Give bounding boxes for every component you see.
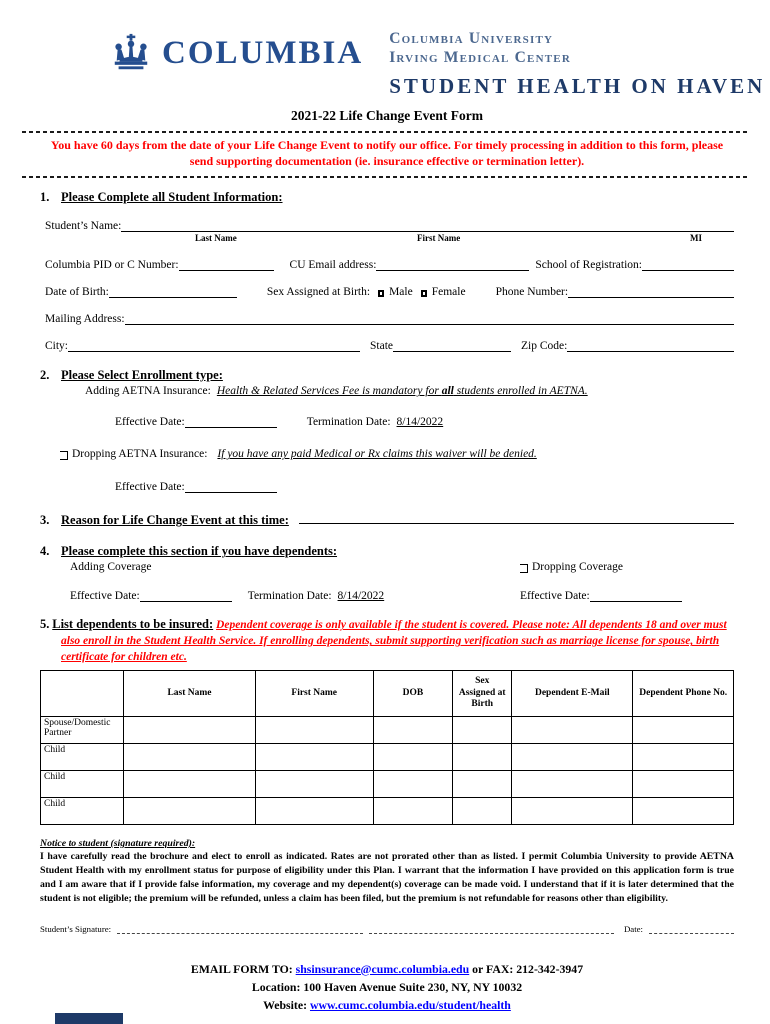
section3-title: Reason for Life Change Event at this time:: [61, 513, 289, 528]
section4-heading: [40, 544, 734, 559]
dob-sex-phone-row: [45, 285, 734, 298]
adding-coverage-label: Adding Coverage: [70, 561, 152, 574]
section3-heading: [40, 511, 734, 528]
reason-input[interactable]: [299, 511, 734, 524]
dependents-coverage-options: [40, 561, 734, 573]
pid-email-school-row: [45, 258, 734, 271]
male-checkbox[interactable]: [378, 290, 384, 297]
footer-email-line: [40, 960, 734, 978]
zip-label: Zip Code:: [521, 340, 568, 353]
dependents-table-header-row: [41, 670, 734, 716]
mailing-address-row: [45, 312, 734, 325]
table-cell[interactable]: [255, 743, 373, 770]
dropping-coverage-dates: [520, 589, 682, 602]
section5-number: 5.: [40, 617, 50, 632]
termination-date-value: 8/14/2022: [396, 416, 444, 429]
student-name-row: [45, 219, 734, 232]
table-cell[interactable]: [633, 797, 734, 824]
section5-title: List dependents to be insured:: [52, 617, 214, 632]
footer: [40, 960, 734, 1015]
termination-date-label: Termination Date:: [306, 416, 391, 429]
phone-label: Phone Number:: [495, 286, 569, 299]
effective-date-label: Effective Date:: [115, 416, 185, 429]
cu-email-label: CU Email address:: [289, 259, 377, 272]
state-label: State: [370, 340, 394, 353]
email-link[interactable]: shsinsurance@cumc.columbia.edu: [295, 961, 470, 976]
table-cell[interactable]: [633, 770, 734, 797]
cuimc-line2: Irving Medical Center: [389, 49, 571, 67]
footer-location-line: Location: 100 Haven Avenue Suite 230, NY, NY 10032: [251, 979, 523, 994]
s4-termination-value: 8/14/2022: [337, 590, 385, 603]
col-blank: [41, 670, 124, 716]
adding-aetna-row: [85, 385, 734, 397]
adding-note-pre: Health & Related Services Fee is mandatory for: [216, 385, 442, 398]
header-right: [389, 26, 765, 99]
signature-input[interactable]: [117, 924, 362, 934]
adding-note-post: students enrolled in AETNA.: [453, 385, 588, 398]
col-last-name: Last Name: [124, 670, 256, 716]
col-sex-assigned: Sex Assigned at Birth: [453, 670, 512, 716]
adding-coverage-dates: [70, 589, 520, 602]
state-input[interactable]: [393, 339, 511, 352]
notice-heading: Notice to student (signature required):: [40, 837, 196, 849]
table-cell[interactable]: [124, 743, 256, 770]
table-cell[interactable]: [373, 770, 453, 797]
last-name-label: Last Name: [195, 233, 237, 244]
s4-adding-effective-input[interactable]: [140, 589, 232, 602]
col-dob: DOB: [373, 670, 453, 716]
s4-effective2-label: Effective Date:: [520, 590, 590, 603]
header: [110, 26, 766, 99]
adding-aetna-label: Adding AETNA Insurance:: [85, 385, 211, 398]
footer-website-line: [40, 996, 734, 1014]
email-form-to-label: EMAIL FORM TO:: [190, 961, 293, 976]
row-label-child: Child: [41, 797, 124, 824]
s4-dropping-effective-input[interactable]: [590, 589, 682, 602]
columbia-logo: [110, 26, 363, 73]
row-label-spouse: Spouse/Domestic Partner: [41, 716, 124, 743]
table-row-child-1: [41, 743, 734, 770]
mailing-address-input[interactable]: [125, 312, 734, 325]
dropping-coverage-option: [520, 561, 623, 573]
school-label: School of Registration:: [535, 259, 642, 272]
dependents-coverage-dates: [40, 589, 734, 602]
section2-title: Please Select Enrollment type:: [61, 368, 223, 383]
name-sublabels: [45, 232, 734, 245]
section1-heading: [40, 190, 734, 205]
city-state-zip-row: [45, 339, 734, 352]
table-cell[interactable]: [124, 797, 256, 824]
pid-label: Columbia PID or C Number:: [45, 259, 179, 272]
table-cell[interactable]: [512, 743, 633, 770]
effective-date2-label: Effective Date:: [115, 481, 185, 494]
student-health-on-haven: STUDENT HEALTH ON HAVEN: [389, 73, 766, 98]
cu-email-input[interactable]: [376, 258, 529, 271]
section2-heading: [40, 368, 734, 383]
dropping-date-row: [115, 480, 734, 493]
cuimc-lockup: [389, 26, 765, 68]
notice-to-student: [40, 838, 734, 906]
table-cell[interactable]: [633, 716, 734, 743]
pid-input[interactable]: [179, 258, 274, 271]
columbia-wordmark: COLUMBIA: [162, 34, 364, 71]
col-first-name: First Name: [255, 670, 373, 716]
table-cell[interactable]: [512, 797, 633, 824]
dashed-separator: [22, 131, 748, 133]
row-label-child: Child: [41, 743, 124, 770]
col-dependent-phone: Dependent Phone No.: [633, 670, 734, 716]
female-label: Female: [431, 286, 466, 299]
section2-number: 2.: [40, 368, 50, 383]
section3-number: 3.: [40, 513, 50, 528]
s4-effective-label: Effective Date:: [70, 590, 140, 603]
adding-coverage-option: [70, 561, 520, 573]
table-cell[interactable]: [255, 797, 373, 824]
row-label-child: Child: [41, 770, 124, 797]
male-label: Male: [389, 286, 413, 299]
table-cell[interactable]: [453, 743, 512, 770]
section4-number: 4.: [40, 544, 50, 559]
phone-input[interactable]: [568, 285, 734, 298]
dropping-aetna-row: [60, 448, 734, 460]
first-name-label: First Name: [417, 233, 461, 244]
form-title: 2021-22 Life Change Event Form: [291, 107, 483, 123]
table-cell[interactable]: [124, 770, 256, 797]
date-label: Date:: [623, 923, 644, 934]
mailing-address-label: Mailing Address:: [45, 313, 125, 326]
table-cell[interactable]: [255, 716, 373, 743]
signature-row: [40, 924, 734, 934]
student-name-label: Student’s Name:: [45, 220, 122, 233]
city-label: City:: [45, 340, 69, 353]
table-row-spouse: [41, 716, 734, 743]
sex-assigned-label: Sex Assigned at Birth:: [266, 286, 371, 299]
dropping-coverage-checkbox[interactable]: [520, 564, 528, 573]
table-cell[interactable]: [373, 743, 453, 770]
signature-input-continued[interactable]: [369, 924, 614, 934]
table-cell[interactable]: [453, 716, 512, 743]
dependents-table: [40, 670, 734, 825]
dob-input[interactable]: [109, 285, 237, 298]
city-input[interactable]: [68, 339, 360, 352]
dependents-warning: Dependent coverage is only available if the student is covered. Please note: All dependents 18 and over must also enroll in the Student Health Service. If enrolling dependents, submit supporting verification such as marriage license for spouse, birth certificate for children etc.: [61, 619, 727, 664]
section1-title: Please Complete all Student Information:: [61, 190, 283, 205]
notice-body: I have carefully read the brochure and elect to enroll as indicated. Rates are not prorated other than as listed. I permit Columbia University to provide AETNA Student Health with my enrollment status for purpose of eligibility under this Plan. I warrant that the information I have provided on this application form is true and I am aware that if I provide false information, my coverage and my dependent(s) coverage can be made void. I understand that if it is later determined that the student is not eligible; the premium will be refunded, unless a claim has been filed, but the premium is not refundable for reasons other than eligibility.: [40, 850, 734, 904]
website-label: Website:: [263, 998, 308, 1013]
adding-note-bold: all: [441, 385, 454, 398]
dob-label: Date of Birth:: [45, 286, 109, 299]
table-cell[interactable]: [255, 770, 373, 797]
section4-title: Please complete this section if you have dependents:: [61, 544, 338, 559]
fax-text: or FAX: 212-342-3947: [472, 961, 584, 976]
adding-effective-date-input[interactable]: [185, 415, 277, 428]
student-signature-label: Student’s Signature:: [40, 923, 112, 934]
section1-number: 1.: [40, 190, 50, 205]
student-name-input[interactable]: [121, 219, 734, 232]
table-cell[interactable]: [453, 797, 512, 824]
columbia-crown-icon: [110, 33, 152, 73]
mi-label: MI: [690, 233, 702, 244]
table-cell[interactable]: [512, 770, 633, 797]
dropping-effective-date-input[interactable]: [185, 480, 277, 493]
date-input[interactable]: [649, 924, 734, 934]
section5-heading: [40, 616, 734, 666]
dropping-aetna-note: If you have any paid Medical or Rx claims this waiver will be denied.: [217, 448, 537, 461]
website-link[interactable]: www.cumc.columbia.edu/student/health: [309, 998, 511, 1013]
s4-termination-label: Termination Date:: [247, 590, 332, 603]
school-input[interactable]: [642, 258, 734, 271]
female-checkbox[interactable]: [421, 290, 427, 297]
scan-edge-artifact: [55, 1013, 123, 1024]
table-row-child-2: [41, 770, 734, 797]
table-cell[interactable]: [124, 716, 256, 743]
dashed-separator: [22, 176, 748, 178]
adding-dates-row: [115, 415, 734, 428]
dropping-aetna-checkbox[interactable]: [60, 451, 68, 460]
dropping-aetna-label: Dropping AETNA Insurance:: [72, 448, 208, 461]
table-cell[interactable]: [373, 716, 453, 743]
adding-aetna-note: [217, 385, 588, 397]
zip-input[interactable]: [567, 339, 734, 352]
col-dependent-email: Dependent E-Mail: [512, 670, 633, 716]
table-cell[interactable]: [633, 743, 734, 770]
dropping-coverage-label: Dropping Coverage: [532, 561, 624, 574]
table-cell[interactable]: [453, 770, 512, 797]
table-row-child-3: [41, 797, 734, 824]
cuimc-line1: Columbia University: [389, 30, 554, 47]
sixty-day-warning: You have 60 days from the date of your Life Change Event to notify our office. For timely processing in addition to this form, please send supporting documentation (ie. insurance effective or termination letter).: [50, 137, 724, 168]
table-cell[interactable]: [373, 797, 453, 824]
table-cell[interactable]: [512, 716, 633, 743]
